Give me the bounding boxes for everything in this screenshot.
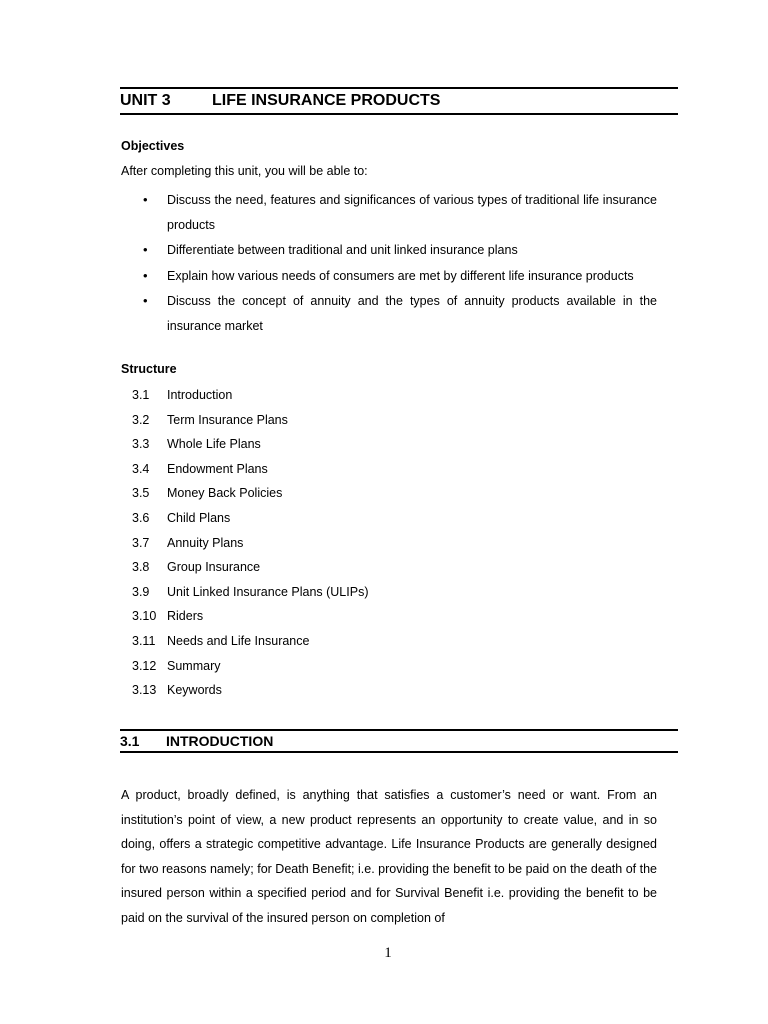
structure-item-number: 3.12 (132, 658, 157, 673)
structure-item (121, 508, 368, 533)
structure-item (121, 385, 368, 410)
unit-title: LIFE INSURANCE PRODUCTS (212, 92, 441, 109)
section-header (120, 729, 678, 753)
structure-item-number: 3.13 (132, 683, 157, 698)
section-title: INTRODUCTION (166, 733, 274, 749)
structure-item (121, 680, 368, 705)
structure-item-title: Group Insurance (167, 560, 261, 575)
structure-item (121, 533, 368, 558)
structure-item-title: Introduction (167, 388, 233, 402)
objectives-intro: After completing this unit, you will be able to: (121, 164, 368, 178)
introduction-paragraph: A product, broadly defined, is anything that satisfies a customer’s need or want. From an institution’s point of view, a new product represents an opportunity to create value, and in so doing, offers a strategic competitive advantage. Life Insurance Products are generally designed for two reasons namely; for Death Benefit; i.e. providing the benefit to be paid on the death of the insured person within a specified period and for Survival Benefit i.e. providing the benefit to be paid on the survival of the insured person on completion of (121, 788, 657, 925)
structure-item-title: Unit Linked Insurance Plans (ULIPs) (167, 584, 369, 599)
unit-header (120, 87, 678, 115)
structure-item-title: Child Plans (167, 510, 231, 525)
objective-item: • Explain how various needs of consumers are met by different life insurance products (121, 264, 657, 289)
page-number: 1 (384, 945, 392, 961)
structure-item-title: Summary (167, 658, 221, 673)
structure-item-title: Needs and Life Insurance (167, 633, 310, 648)
structure-item-number: 3.11 (132, 633, 156, 648)
structure-item (121, 656, 368, 681)
structure-list (121, 385, 368, 705)
structure-item-number: 3.7 (132, 535, 150, 550)
structure-item-number: 3.4 (132, 461, 150, 476)
structure-item-title: Annuity Plans (167, 535, 244, 550)
structure-item-number: 3.8 (132, 560, 150, 575)
structure-item (121, 483, 368, 508)
objective-item: • Discuss the concept of annuity and the types of annuity products available in the insurance market (121, 289, 657, 338)
structure-item (121, 631, 368, 656)
structure-item (121, 410, 368, 435)
structure-item-title: Endowment Plans (167, 461, 268, 476)
structure-item (121, 582, 368, 607)
objectives-list (121, 188, 657, 338)
structure-item (121, 434, 368, 459)
structure-item (121, 557, 368, 582)
structure-item (121, 606, 368, 631)
section-number: 3.1 (120, 733, 140, 749)
structure-item-title: Keywords (167, 683, 222, 698)
structure-item-number: 3.1 (132, 388, 150, 402)
structure-item-number: 3.5 (132, 486, 150, 501)
structure-item-number: 3.10 (132, 609, 157, 624)
objectives-heading: Objectives (121, 139, 185, 153)
unit-number: UNIT 3 (120, 92, 171, 109)
structure-item-number: 3.9 (132, 584, 150, 599)
structure-item (121, 459, 368, 484)
structure-item-title: Term Insurance Plans (167, 412, 288, 427)
structure-item-number: 3.2 (132, 412, 150, 427)
structure-item-title: Riders (167, 609, 204, 624)
structure-item-number: 3.6 (132, 510, 150, 525)
structure-item-number: 3.3 (132, 437, 150, 452)
structure-heading: Structure (121, 362, 177, 376)
objective-item: • Differentiate between traditional and unit linked insurance plans (121, 238, 657, 263)
objective-item: • Discuss the need, features and significances of various types of traditional life insurance products (121, 188, 657, 237)
structure-item-title: Whole Life Plans (167, 437, 261, 452)
structure-item-title: Money Back Policies (167, 486, 283, 501)
